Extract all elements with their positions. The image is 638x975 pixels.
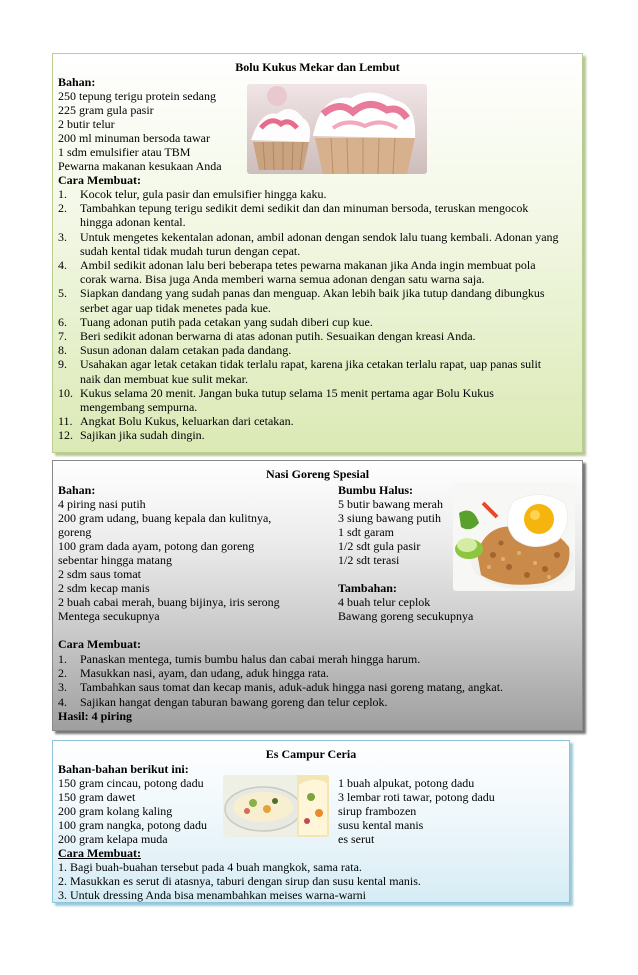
ingredient-item: 2 sdm saus tomat (58, 567, 141, 581)
extra-item: 4 buah telur ceplok (338, 595, 431, 609)
ingredient-item: 150 gram dawet (58, 790, 136, 804)
ingredient-item: 200 ml minuman bersoda tawar (58, 131, 210, 145)
method-heading: Cara Membuat: (58, 173, 141, 187)
ingredient-item: 4 piring nasi putih (58, 497, 146, 511)
ingredients-heading: Bahan: (58, 483, 96, 497)
fried-rice-photo (453, 483, 575, 591)
ingredient-item: 200 gram kelapa muda (58, 832, 168, 846)
step-item: 2. Masukkan nasi, ayam, dan udang, aduk hingga rata. (58, 666, 329, 681)
step-item: 9. Usahakan agar letak cetakan tidak terlalu rapat, karena jika cetakan terlalu rapat, uap panas sulit naik dan membuat kue sulit mekar. (58, 357, 542, 386)
step-item: 5. Siapkan dandang yang sudah panas dan menguap. Akan lebih baik jika tutup dandang dibungkus serbet agar uap tidak menetes pada kue. (58, 286, 545, 315)
step-item: 3. Untuk mengetes kekentalan adonan, ambil adonan dengan sendok lalu tuang kembali. Adonan yang sudah kental tidak mudah turun dengan cepat. (58, 229, 559, 258)
step-item: 2. Tambahkan tepung terigu sedikit demi sedikit dan dan minuman bersoda, teruskan mengocok hingga adonan kental. (58, 201, 529, 230)
ingredient-item: 1 sdm emulsifier atau TBM (58, 145, 191, 159)
method-steps-list (58, 652, 503, 709)
recipe-card-nasi-goreng (52, 460, 583, 731)
step-item: 3. Untuk dressing Anda bisa menambahkan meises warna-warni (58, 888, 366, 902)
spice-item: 5 butir bawang merah (338, 497, 443, 511)
spice-item: 1/2 sdt gula pasir (338, 539, 421, 553)
ingredient-item: 2 buah cabai merah, buang bijinya, iris serong (58, 595, 280, 609)
step-item: 8. Susun adonan dalam cetakan pada dandang. (58, 343, 292, 358)
recipe-title: Es Campur Ceria (265, 747, 357, 761)
ingredient-item: sebentar hingga matang (58, 553, 172, 567)
step-item: 11. Angkat Bolu Kukus, keluarkan dari cetakan. (58, 414, 294, 429)
step-item: 4. Ambil sedikit adonan lalu beri beberapa tetes pewarna makanan jika Anda ingin membuat pola corak warna. Bisa juga Anda memberi warna semua adonan dengan satu warna saja. (58, 258, 536, 287)
ingredient-item: 1 buah alpukat, potong dadu (338, 776, 475, 790)
ingredient-item: 225 gram gula pasir (58, 103, 154, 117)
spice-item: 1 sdt garam (338, 525, 394, 539)
cupcake-photo (247, 84, 427, 174)
ingredient-item: goreng (58, 525, 92, 539)
step-item: 4. Sajikan hangat dengan taburan bawang goreng dan telur ceplok. (58, 694, 388, 709)
recipe-card-es-campur (52, 740, 570, 903)
ingredient-item: susu kental manis (338, 818, 424, 832)
recipe-card-bolu-kukus (52, 53, 583, 453)
ingredients-heading: Bahan-bahan berikut ini: (58, 762, 189, 776)
yield-text: Hasil: 4 piring (58, 709, 133, 723)
method-heading: Cara Membuat: (58, 637, 141, 651)
ingredient-item: 2 sdm kecap manis (58, 581, 150, 595)
step-item: 7. Beri sedikit adonan berwarna di atas adonan putih. Sesuaikan dengan kreasi Anda. (58, 329, 476, 344)
ingredient-item: 2 butir telur (58, 117, 115, 131)
ingredient-item: 100 gram nangka, potong dadu (58, 818, 207, 832)
spice-heading: Bumbu Halus: (338, 483, 414, 497)
step-item: 10. Kukus selama 20 menit. Jangan buka tutup selama 15 menit pertama agar Bolu Kukus mengembang sempurna. (58, 385, 494, 415)
spice-item: 3 siung bawang putih (338, 511, 441, 525)
step-item: 2. Masukkan es serut di atasnya, taburi dengan sirup dan susu kental manis. (58, 874, 421, 888)
ingredient-item: es serut (338, 832, 375, 846)
step-item: 1. Bagi buah-buahan tersebut pada 4 buah mangkok, sama rata. (58, 860, 362, 874)
ingredient-item: Mentega secukupnya (58, 609, 160, 623)
ingredient-item: 200 gram kolang kaling (58, 804, 173, 818)
recipe-title: Bolu Kukus Mekar dan Lembut (235, 60, 400, 74)
ingredient-item: Pewarna makanan kesukaan Anda (58, 159, 222, 173)
step-item: 12. Sajikan jika sudah dingin. (58, 428, 205, 443)
step-item: 3. Tambahkan saus tomat dan kecap manis, aduk-aduk hingga nasi goreng matang, angkat. (58, 680, 504, 695)
extra-heading: Tambahan: (338, 581, 397, 595)
step-item: 1. Kocok telur, gula pasir dan emulsifier hingga kaku. (58, 187, 327, 201)
extra-item: Bawang goreng secukupnya (338, 609, 474, 623)
ingredient-item: 100 gram dada ayam, potong dan goreng (58, 539, 255, 553)
method-steps-list (58, 187, 559, 443)
method-heading: Cara Membuat: (58, 846, 141, 860)
es-campur-photo (223, 775, 329, 837)
ingredient-item: 200 gram udang, buang kepala dan kulitnya, (58, 511, 272, 525)
step-item: 6. Tuang adonan putih pada cetakan yang sudah diberi cup kue. (58, 314, 373, 329)
ingredient-item: 150 gram cincau, potong dadu (58, 776, 204, 790)
ingredients-heading: Bahan: (58, 75, 96, 89)
ingredient-item: 3 lembar roti tawar, potong dadu (338, 790, 495, 804)
recipe-title: Nasi Goreng Spesial (265, 467, 370, 481)
spice-item: 1/2 sdt terasi (338, 553, 400, 567)
ingredient-item: sirup frambozen (338, 804, 417, 818)
ingredient-item: 250 tepung terigu protein sedang (58, 89, 216, 103)
step-item: 1. Panaskan mentega, tumis bumbu halus dan cabai merah hingga harum. (58, 652, 421, 666)
